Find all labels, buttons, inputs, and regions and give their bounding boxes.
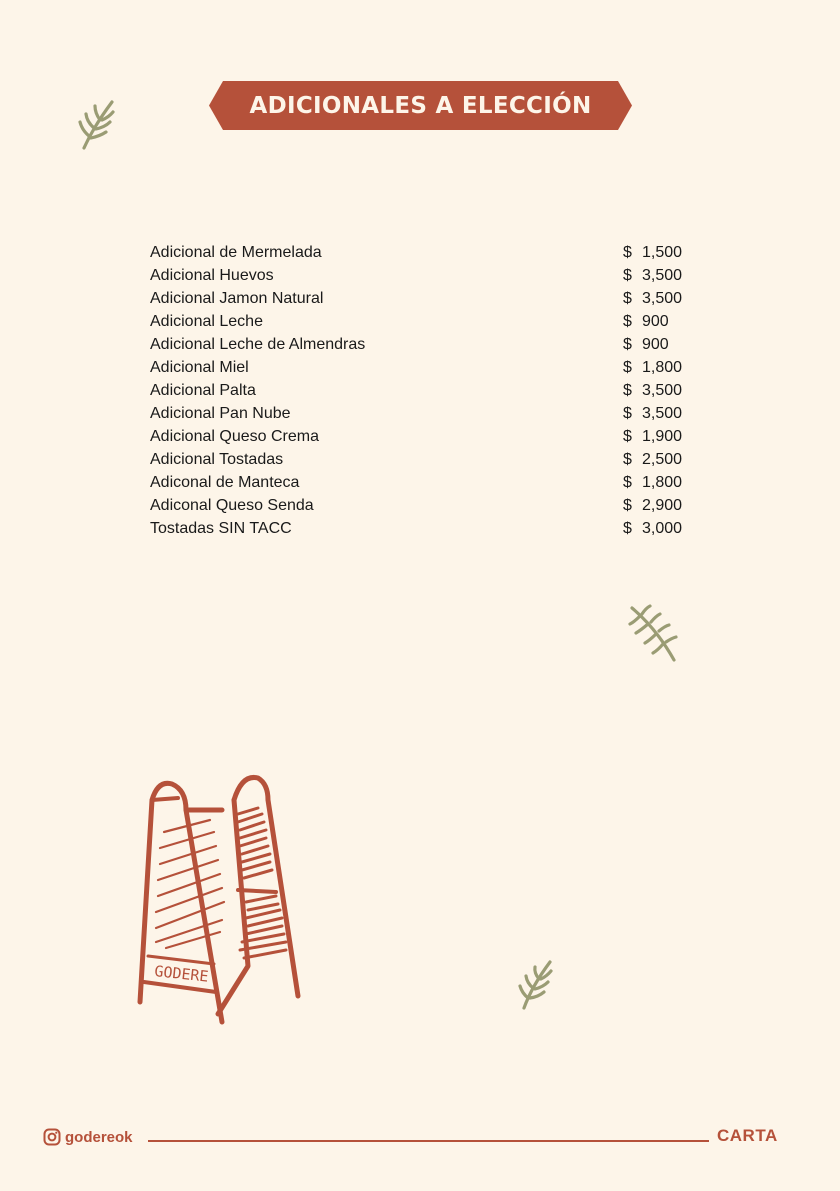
board-lettering: GODERE [153, 962, 210, 986]
menu-item-price: 3,500 [642, 382, 683, 399]
menu-item-name: Tostadas SIN TACC [150, 520, 292, 537]
sandwich-board-illustration [130, 770, 310, 1030]
price-list [150, 241, 690, 540]
menu-item-price: 1,500 [642, 244, 683, 261]
menu-item [150, 425, 690, 448]
menu-item-currency: $ [623, 497, 632, 514]
menu-item-name: Adicional Pan Nube [150, 405, 291, 422]
menu-item-name: Adicional Jamon Natural [150, 290, 324, 307]
menu-item-currency: $ [623, 267, 632, 284]
menu-item [150, 402, 690, 425]
social-handle[interactable] [43, 1127, 133, 1147]
menu-item-name: Adicional Leche [150, 313, 263, 330]
menu-item-currency: $ [623, 313, 632, 330]
menu-item-currency: $ [623, 451, 632, 468]
menu-item-currency: $ [623, 405, 632, 422]
footer-divider [148, 1140, 709, 1142]
menu-item [150, 356, 690, 379]
menu-item [150, 264, 690, 287]
menu-item-name: Adicional Queso Crema [150, 428, 319, 445]
menu-item-name: Adicional Huevos [150, 267, 274, 284]
menu-item [150, 333, 690, 356]
menu-item-price: 3,500 [642, 290, 683, 307]
menu-item [150, 517, 690, 540]
menu-item-price: 3,000 [642, 520, 683, 537]
menu-item-name: Adicional Miel [150, 359, 249, 376]
menu-item-price: 3,500 [642, 267, 683, 284]
menu-item-price: 2,900 [642, 497, 683, 514]
menu-item-price: 900 [642, 336, 669, 353]
menu-item [150, 310, 690, 333]
menu-item-currency: $ [623, 336, 632, 353]
menu-item [150, 494, 690, 517]
page-title: ADICIONALES A ELECCIÓN [249, 92, 592, 119]
menu-item-currency: $ [623, 382, 632, 399]
menu-item-price: 2,500 [642, 451, 683, 468]
menu-item-name: Adiconal de Manteca [150, 474, 300, 491]
leaf-sprig-icon [72, 96, 122, 154]
menu-item-name: Adicional Leche de Almendras [150, 336, 366, 353]
leaf-sprig-icon [626, 602, 684, 666]
menu-item [150, 379, 690, 402]
menu-item-name: Adicional Tostadas [150, 451, 284, 468]
menu-item-name: Adiconal Queso Senda [150, 497, 314, 514]
footer-label: CARTA [717, 1126, 778, 1145]
menu-item-price: 3,500 [642, 405, 683, 422]
menu-item-currency: $ [623, 520, 632, 537]
menu-item [150, 471, 690, 494]
social-handle-text: godereok [65, 1128, 133, 1146]
instagram-icon [43, 1128, 61, 1146]
menu-item [150, 287, 690, 310]
menu-item-price: 1,800 [642, 474, 683, 491]
menu-item-currency: $ [623, 359, 632, 376]
menu-item-name: Adicional Palta [150, 382, 256, 399]
menu-item-currency: $ [623, 428, 632, 445]
menu-item-price: 1,800 [642, 359, 683, 376]
menu-item-currency: $ [623, 290, 632, 307]
menu-item [150, 241, 690, 264]
menu-item-currency: $ [623, 474, 632, 491]
title-banner [209, 81, 632, 130]
menu-item-price: 900 [642, 313, 669, 330]
menu-item-price: 1,900 [642, 428, 683, 445]
menu-item-currency: $ [623, 244, 632, 261]
menu-item-name: Adicional de Mermelada [150, 244, 322, 261]
leaf-sprig-icon [514, 958, 558, 1014]
menu-item [150, 448, 690, 471]
